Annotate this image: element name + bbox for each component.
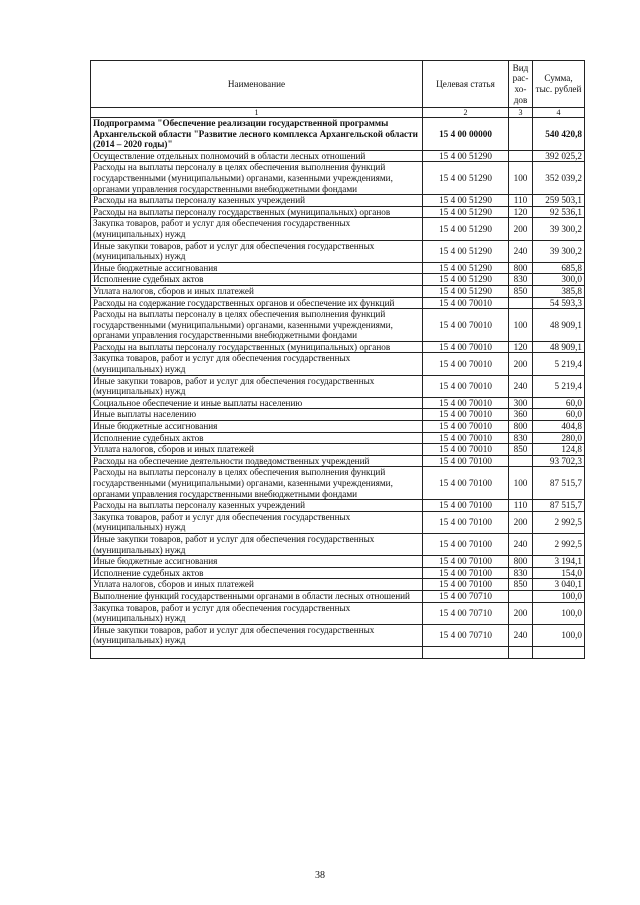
cell-type: 800 bbox=[509, 556, 533, 568]
column-number: 1 bbox=[91, 108, 423, 118]
cell-sum bbox=[533, 646, 585, 658]
cell-type: 830 bbox=[509, 274, 533, 286]
page-number: 38 bbox=[315, 870, 325, 881]
cell-sum: 685,8 bbox=[533, 262, 585, 274]
cell-sum: 87 515,7 bbox=[533, 467, 585, 500]
cell-name: Расходы на обеспечение деятельности подведомственных учреждений bbox=[91, 455, 423, 467]
cell-code: 15 4 00 51290 bbox=[423, 218, 509, 240]
column-number-row bbox=[91, 108, 585, 118]
cell-type: 800 bbox=[509, 262, 533, 274]
cell-code: 15 4 00 70010 bbox=[423, 309, 509, 342]
cell-name: Исполнение судебных актов bbox=[91, 274, 423, 286]
cell-sum: 100,0 bbox=[533, 602, 585, 624]
cell-type: 100 bbox=[509, 467, 533, 500]
table-row bbox=[91, 297, 585, 309]
cell-sum: 300,0 bbox=[533, 274, 585, 286]
cell-sum: 2 992,5 bbox=[533, 511, 585, 533]
cell-type: 830 bbox=[509, 432, 533, 444]
table-row bbox=[91, 309, 585, 342]
cell-name: Закупка товаров, работ и услуг для обеспечения государственных (муниципальных) нужд bbox=[91, 602, 423, 624]
cell-name: Иные закупки товаров, работ и услуг для обеспечения государственных (муниципальных) нужд bbox=[91, 240, 423, 262]
cell-code: 15 4 00 51290 bbox=[423, 240, 509, 262]
table-row bbox=[91, 206, 585, 218]
column-number: 2 bbox=[423, 108, 509, 118]
cell-code: 15 4 00 51290 bbox=[423, 206, 509, 218]
table-row bbox=[91, 500, 585, 512]
cell-sum: 48 909,1 bbox=[533, 309, 585, 342]
cell-sum: 39 300,2 bbox=[533, 240, 585, 262]
table-row bbox=[91, 150, 585, 162]
cell-type: 110 bbox=[509, 195, 533, 207]
table-row bbox=[91, 567, 585, 579]
cell-type: 240 bbox=[509, 375, 533, 397]
cell-type: 850 bbox=[509, 285, 533, 297]
cell-sum: 48 909,1 bbox=[533, 341, 585, 353]
cell-code: 15 4 00 70710 bbox=[423, 602, 509, 624]
cell-sum: 3 194,1 bbox=[533, 556, 585, 568]
cell-sum: 280,0 bbox=[533, 432, 585, 444]
cell-code bbox=[423, 646, 509, 658]
cell-code: 15 4 00 51290 bbox=[423, 274, 509, 286]
header-type: Вид рас-хо-дов bbox=[509, 61, 533, 108]
cell-type: 100 bbox=[509, 162, 533, 195]
cell-name: Исполнение судебных актов bbox=[91, 432, 423, 444]
cell-code: 15 4 00 00000 bbox=[423, 118, 509, 151]
cell-type: 240 bbox=[509, 240, 533, 262]
budget-table-sheet bbox=[90, 60, 584, 659]
cell-name bbox=[91, 646, 423, 658]
cell-type bbox=[509, 150, 533, 162]
cell-code: 15 4 00 70100 bbox=[423, 567, 509, 579]
cell-sum: 5 219,4 bbox=[533, 353, 585, 375]
cell-type: 200 bbox=[509, 353, 533, 375]
cell-sum: 540 420,8 bbox=[533, 118, 585, 151]
cell-type: 300 bbox=[509, 397, 533, 409]
cell-name: Закупка товаров, работ и услуг для обеспечения государственных (муниципальных) нужд bbox=[91, 353, 423, 375]
table-row bbox=[91, 455, 585, 467]
cell-sum: 87 515,7 bbox=[533, 500, 585, 512]
cell-name: Расходы на выплаты персоналу в целях обеспечения выполнения функций государственными (муниципальными) органами, казенными учреждениями, органами управления государственными внебюджетными фондами bbox=[91, 467, 423, 500]
cell-sum: 154,0 bbox=[533, 567, 585, 579]
table-row bbox=[91, 118, 585, 151]
cell-name: Расходы на содержание государственных органов и обеспечение их функций bbox=[91, 297, 423, 309]
cell-name: Расходы на выплаты персоналу государственных (муниципальных) органов bbox=[91, 341, 423, 353]
header-name: Наименование bbox=[91, 61, 423, 108]
cell-sum: 404,8 bbox=[533, 421, 585, 433]
cell-type: 200 bbox=[509, 602, 533, 624]
cell-type: 200 bbox=[509, 218, 533, 240]
table-row bbox=[91, 341, 585, 353]
cell-name: Уплата налогов, сборов и иных платежей bbox=[91, 579, 423, 591]
table-row bbox=[91, 240, 585, 262]
cell-name: Иные бюджетные ассигнования bbox=[91, 556, 423, 568]
cell-name: Выполнение функций государственными органами в области лесных отношений bbox=[91, 590, 423, 602]
cell-code: 15 4 00 70100 bbox=[423, 556, 509, 568]
cell-code: 15 4 00 70010 bbox=[423, 297, 509, 309]
cell-sum: 60,0 bbox=[533, 397, 585, 409]
header-sum: Сумма, тыс. рублей bbox=[533, 61, 585, 108]
table-row bbox=[91, 218, 585, 240]
cell-name: Уплата налогов, сборов и иных платежей bbox=[91, 285, 423, 297]
cell-code: 15 4 00 51290 bbox=[423, 150, 509, 162]
cell-sum: 259 503,1 bbox=[533, 195, 585, 207]
cell-name: Уплата налогов, сборов и иных платежей bbox=[91, 444, 423, 456]
cell-type: 100 bbox=[509, 309, 533, 342]
cell-code: 15 4 00 51290 bbox=[423, 285, 509, 297]
cell-sum: 3 040,1 bbox=[533, 579, 585, 591]
cell-name: Расходы на выплаты персоналу в целях обеспечения выполнения функций государственными (муниципальными) органами, казенными учреждениями, органами управления государственными внебюджетными фондами bbox=[91, 162, 423, 195]
cell-type: 110 bbox=[509, 500, 533, 512]
table-row bbox=[91, 511, 585, 533]
table-row bbox=[91, 353, 585, 375]
cell-name: Расходы на выплаты персоналу государственных (муниципальных) органов bbox=[91, 206, 423, 218]
cell-sum: 124,8 bbox=[533, 444, 585, 456]
cell-name: Иные бюджетные ассигнования bbox=[91, 421, 423, 433]
table-row bbox=[91, 162, 585, 195]
cell-code: 15 4 00 70100 bbox=[423, 511, 509, 533]
cell-type: 120 bbox=[509, 341, 533, 353]
cell-code: 15 4 00 70100 bbox=[423, 500, 509, 512]
cell-code: 15 4 00 70710 bbox=[423, 590, 509, 602]
cell-name: Закупка товаров, работ и услуг для обеспечения государственных (муниципальных) нужд bbox=[91, 511, 423, 533]
table-row bbox=[91, 444, 585, 456]
cell-code: 15 4 00 70010 bbox=[423, 432, 509, 444]
cell-type: 240 bbox=[509, 624, 533, 646]
cell-code: 15 4 00 70100 bbox=[423, 533, 509, 555]
cell-type bbox=[509, 646, 533, 658]
cell-sum: 100,0 bbox=[533, 590, 585, 602]
table-row bbox=[91, 602, 585, 624]
cell-sum: 392 025,2 bbox=[533, 150, 585, 162]
table-row bbox=[91, 556, 585, 568]
cell-name: Расходы на выплаты персоналу казенных учреждений bbox=[91, 500, 423, 512]
cell-name: Иные выплаты населению bbox=[91, 409, 423, 421]
table-row bbox=[91, 624, 585, 646]
cell-code: 15 4 00 70010 bbox=[423, 397, 509, 409]
cell-name: Закупка товаров, работ и услуг для обеспечения государственных (муниципальных) нужд bbox=[91, 218, 423, 240]
cell-sum: 60,0 bbox=[533, 409, 585, 421]
cell-sum: 93 702,3 bbox=[533, 455, 585, 467]
cell-type: 830 bbox=[509, 567, 533, 579]
table-row bbox=[91, 375, 585, 397]
cell-type: 120 bbox=[509, 206, 533, 218]
cell-code: 15 4 00 70010 bbox=[423, 444, 509, 456]
column-number: 3 bbox=[509, 108, 533, 118]
cell-sum: 100,0 bbox=[533, 624, 585, 646]
cell-type bbox=[509, 118, 533, 151]
cell-name: Иные закупки товаров, работ и услуг для обеспечения государственных (муниципальных) нужд bbox=[91, 375, 423, 397]
cell-sum: 352 039,2 bbox=[533, 162, 585, 195]
cell-name: Расходы на выплаты персоналу казенных учреждений bbox=[91, 195, 423, 207]
cell-sum: 54 593,3 bbox=[533, 297, 585, 309]
table-row bbox=[91, 195, 585, 207]
cell-type bbox=[509, 455, 533, 467]
cell-type: 850 bbox=[509, 444, 533, 456]
table-row bbox=[91, 409, 585, 421]
cell-name: Иные закупки товаров, работ и услуг для обеспечения государственных (муниципальных) нужд bbox=[91, 533, 423, 555]
cell-code: 15 4 00 51290 bbox=[423, 195, 509, 207]
cell-code: 15 4 00 51290 bbox=[423, 262, 509, 274]
cell-name: Расходы на выплаты персоналу в целях обеспечения выполнения функций государственными (муниципальными) органами, казенными учреждениями, органами управления государственными внебюджетными фондами bbox=[91, 309, 423, 342]
cell-code: 15 4 00 51290 bbox=[423, 162, 509, 195]
cell-code: 15 4 00 70010 bbox=[423, 353, 509, 375]
cell-code: 15 4 00 70010 bbox=[423, 421, 509, 433]
cell-code: 15 4 00 70010 bbox=[423, 409, 509, 421]
cell-type: 240 bbox=[509, 533, 533, 555]
column-number: 4 bbox=[533, 108, 585, 118]
table-row bbox=[91, 397, 585, 409]
cell-type: 200 bbox=[509, 511, 533, 533]
cell-code: 15 4 00 70010 bbox=[423, 375, 509, 397]
cell-name: Осуществление отдельных полномочий в области лесных отношений bbox=[91, 150, 423, 162]
cell-name: Подпрограмма "Обеспечение реализации государственной программы Архангельской области "Развитие лесного комплекса Архангельской области (2014 – 2020 годы)" bbox=[91, 118, 423, 151]
budget-table bbox=[90, 60, 585, 659]
cell-sum: 5 219,4 bbox=[533, 375, 585, 397]
table-row bbox=[91, 421, 585, 433]
cell-sum: 2 992,5 bbox=[533, 533, 585, 555]
cell-name: Иные бюджетные ассигнования bbox=[91, 262, 423, 274]
cell-sum: 92 536,1 bbox=[533, 206, 585, 218]
table-row bbox=[91, 579, 585, 591]
cell-sum: 39 300,2 bbox=[533, 218, 585, 240]
cell-type: 360 bbox=[509, 409, 533, 421]
cell-type: 850 bbox=[509, 579, 533, 591]
header-code: Целевая статья bbox=[423, 61, 509, 108]
cell-code: 15 4 00 70010 bbox=[423, 341, 509, 353]
table-row bbox=[91, 262, 585, 274]
cell-code: 15 4 00 70100 bbox=[423, 467, 509, 500]
table-row bbox=[91, 467, 585, 500]
table-row bbox=[91, 646, 585, 658]
table-row bbox=[91, 590, 585, 602]
cell-code: 15 4 00 70100 bbox=[423, 455, 509, 467]
cell-code: 15 4 00 70100 bbox=[423, 579, 509, 591]
cell-name: Социальное обеспечение и иные выплаты населению bbox=[91, 397, 423, 409]
table-row bbox=[91, 274, 585, 286]
table-header-row bbox=[91, 61, 585, 108]
cell-name: Иные закупки товаров, работ и услуг для обеспечения государственных (муниципальных) нужд bbox=[91, 624, 423, 646]
cell-type bbox=[509, 297, 533, 309]
cell-type bbox=[509, 590, 533, 602]
table-row bbox=[91, 533, 585, 555]
cell-code: 15 4 00 70710 bbox=[423, 624, 509, 646]
cell-sum: 385,8 bbox=[533, 285, 585, 297]
table-row bbox=[91, 432, 585, 444]
cell-type: 800 bbox=[509, 421, 533, 433]
table-row bbox=[91, 285, 585, 297]
cell-name: Исполнение судебных актов bbox=[91, 567, 423, 579]
